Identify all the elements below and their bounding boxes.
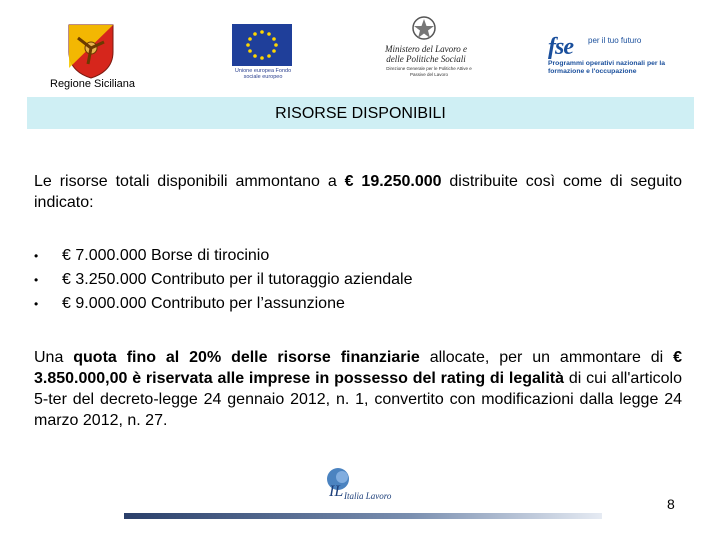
- sicily-coat-of-arms-logo: [66, 22, 116, 80]
- page-title: RISORSE DISPONIBILI: [275, 105, 446, 122]
- closing-text-1: Una: [34, 349, 74, 366]
- eu-logo: [230, 24, 294, 88]
- fse-tagline: per il tuo futuro: [588, 36, 642, 45]
- closing-text-2: allocate, per un ammontare di: [419, 349, 674, 366]
- italia-lavoro-logo: [318, 465, 396, 511]
- reserved-quota-paragraph: [34, 347, 682, 431]
- ministry-name: Ministero del Lavoro e delle Politiche Sociali: [384, 44, 468, 64]
- list-item: [34, 292, 412, 316]
- eu-caption: Unione europea Fondo sociale europeo: [234, 68, 292, 80]
- total-amount: € 19.250.000: [344, 173, 442, 190]
- ministry-department: Direzione Generale per le Politiche Attive e Passive del Lavoro: [386, 66, 472, 77]
- sicily-caption: Regione Siciliana: [50, 78, 135, 90]
- resource-list: [34, 244, 412, 316]
- fse-logo: [548, 32, 698, 82]
- bullet: •: [34, 249, 39, 263]
- list-item-text: € 3.250.000 Contributo per il tutoraggio aziendale: [62, 271, 413, 288]
- sicily-shield-icon: [66, 22, 116, 80]
- intro-text-end: distribuite così come di seguito indicato:: [34, 173, 682, 211]
- intro-text-start: Le risorse totali disponibili ammontano a: [34, 173, 345, 190]
- page-number: 8: [667, 496, 675, 512]
- list-item: [34, 244, 412, 268]
- fse-mark: fse: [548, 34, 573, 60]
- bullet: •: [34, 273, 39, 287]
- list-item: [34, 268, 412, 292]
- ministry-logo: [372, 14, 476, 86]
- list-item-text: € 7.000.000 Borse di tirocinio: [62, 247, 270, 264]
- closing-text-3: di cui all'articolo 5-ter del decreto-legge 24 gennaio 2012, n. 1, convertito con modificazioni dalla legge 24 marzo 2012, n. 27.: [34, 370, 682, 429]
- closing-bold-2: € 3.850.000,00 è riservata alle imprese in possesso del rating di legalità: [34, 349, 683, 387]
- list-item-text: € 9.000.000 Contributo per l’assunzione: [62, 295, 345, 312]
- logo-mark: IL: [329, 483, 344, 500]
- intro-paragraph: [34, 171, 682, 213]
- eu-flag-icon: [232, 24, 292, 66]
- title-bar: [27, 97, 694, 129]
- italian-republic-emblem-icon: [409, 14, 439, 42]
- fse-subtitle: Programmi operativi nazionali per la formazione e l'occupazione: [548, 60, 666, 75]
- closing-bold-1: quota fino al 20% delle risorse finanziarie: [73, 349, 420, 366]
- logo-text: Italia Lavoro: [344, 491, 392, 501]
- bullet: •: [34, 297, 39, 311]
- footer-decorative-line: [124, 513, 602, 519]
